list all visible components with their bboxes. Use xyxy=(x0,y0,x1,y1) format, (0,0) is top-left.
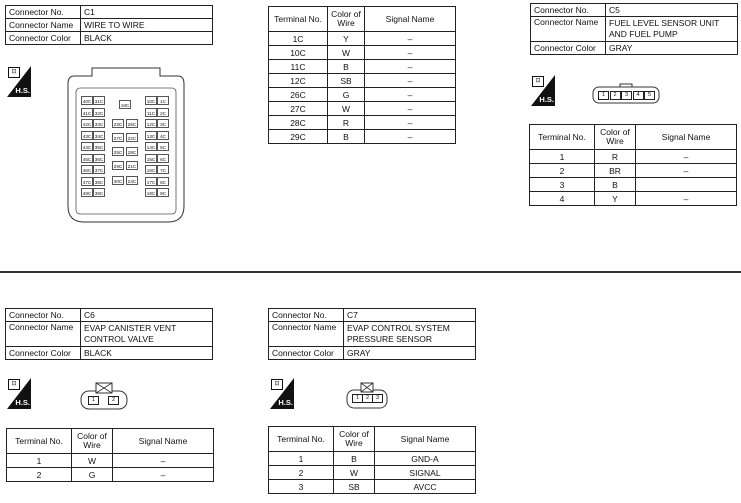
wire-color: BR xyxy=(595,164,636,178)
connector-pin: 32C xyxy=(93,108,105,117)
wire-color: R xyxy=(595,150,636,164)
header-color: Color of Wire xyxy=(328,7,365,32)
c1-terminal-table xyxy=(268,6,456,144)
connector-pin: 16C xyxy=(145,165,157,174)
info-row xyxy=(6,19,213,32)
info-row xyxy=(269,322,476,347)
info-value: C1 xyxy=(81,6,213,19)
wire-color: G xyxy=(328,88,365,102)
table-row xyxy=(269,60,456,74)
wire-color: B xyxy=(595,178,636,192)
signal-name: – xyxy=(636,192,737,206)
info-key: Connector No. xyxy=(6,309,81,322)
connector-pin: 3 xyxy=(621,91,632,100)
table-header xyxy=(269,427,476,452)
c7-connector-info xyxy=(268,308,476,360)
info-value: C7 xyxy=(344,309,476,322)
c1-connector-info xyxy=(5,5,213,45)
terminal-no: 2 xyxy=(530,164,595,178)
connector-pin: 22C xyxy=(126,133,138,142)
terminal-no: 1C xyxy=(269,32,328,46)
table-header xyxy=(269,7,456,32)
info-key: Connector Color xyxy=(531,42,606,55)
c6-terminal-table xyxy=(6,428,214,482)
connector-pin: 3C xyxy=(157,119,169,128)
header-color: Color of Wire xyxy=(595,125,636,150)
signal-name: – xyxy=(113,468,214,482)
wire-color: SB xyxy=(334,480,375,494)
c6-connector-diagram xyxy=(78,381,132,413)
connector-pin: 43C xyxy=(81,131,93,140)
connector-pin: 46C xyxy=(81,165,93,174)
connector-pin: 48C xyxy=(81,188,93,197)
wire-color: B xyxy=(328,60,365,74)
table-header xyxy=(7,429,214,454)
info-value: EVAP CANISTER VENT CONTROL VALVE xyxy=(81,322,213,347)
info-row xyxy=(531,4,738,17)
signal-name: – xyxy=(365,130,456,144)
info-key: Connector Color xyxy=(6,347,81,360)
connector-glyph-icon: ⊡ xyxy=(271,379,283,390)
signal-name: – xyxy=(365,32,456,46)
info-value: GRAY xyxy=(606,42,738,55)
table-row xyxy=(269,102,456,116)
table-row xyxy=(7,454,214,468)
info-key: Connector No. xyxy=(269,309,344,322)
signal-name: – xyxy=(365,102,456,116)
info-key: Connector Name xyxy=(6,322,81,347)
info-value: GRAY xyxy=(344,347,476,360)
wire-color: W xyxy=(328,102,365,116)
table-row xyxy=(269,130,456,144)
connector-pin: 2 xyxy=(362,394,373,403)
terminal-no: 12C xyxy=(269,74,328,88)
signal-name xyxy=(636,178,737,192)
table-row xyxy=(7,468,214,482)
hs-label: H.S. xyxy=(15,86,30,95)
connector-pin: 35C xyxy=(93,142,105,151)
header-signal: Signal Name xyxy=(113,429,214,454)
table-row xyxy=(269,46,456,60)
connector-pin: 42C xyxy=(81,119,93,128)
hs-label: H.S. xyxy=(15,398,30,407)
info-key: Connector Name xyxy=(269,322,344,347)
header-signal: Signal Name xyxy=(636,125,737,150)
info-key: Connector No. xyxy=(6,6,81,19)
info-value: BLACK xyxy=(81,347,213,360)
connector-pin: 33C xyxy=(93,119,105,128)
terminal-no: 3 xyxy=(530,178,595,192)
signal-name: – xyxy=(365,60,456,74)
signal-name: – xyxy=(113,454,214,468)
info-value: EVAP CONTROL SYSTEM PRESSURE SENSOR xyxy=(344,322,476,347)
terminal-no: 27C xyxy=(269,102,328,116)
info-value: BLACK xyxy=(81,32,213,45)
connector-pin: 10C xyxy=(145,96,157,105)
wire-color: B xyxy=(328,130,365,144)
connector-pin: 11C xyxy=(145,108,157,117)
connector-pin: 14C xyxy=(145,142,157,151)
connector-pin: 31C xyxy=(93,96,105,105)
terminal-no: 3 xyxy=(269,480,334,494)
connector-pin: 21C xyxy=(126,161,138,170)
table-row xyxy=(269,32,456,46)
terminal-no: 2 xyxy=(269,466,334,480)
table-row xyxy=(269,116,456,130)
connector-pin: 23C xyxy=(112,119,124,128)
info-value: WIRE TO WIRE xyxy=(81,19,213,32)
connector-pin: 1C xyxy=(157,96,169,105)
c5-connector-info xyxy=(530,3,738,55)
info-key: Connector Name xyxy=(531,17,606,42)
signal-name: SIGNAL xyxy=(375,466,476,480)
connector-pin: 8C xyxy=(157,177,169,186)
connector-pin: 18C xyxy=(119,100,131,109)
terminal-no: 26C xyxy=(269,88,328,102)
connector-pin: 24C xyxy=(126,176,138,185)
info-value: C5 xyxy=(606,4,738,17)
signal-name: – xyxy=(636,150,737,164)
info-row xyxy=(531,17,738,42)
connector-pin: 1 xyxy=(88,396,99,405)
terminal-no: 10C xyxy=(269,46,328,60)
terminal-no: 28C xyxy=(269,116,328,130)
info-row xyxy=(6,322,213,347)
wire-color: B xyxy=(334,452,375,466)
info-row xyxy=(531,42,738,55)
connector-pin: 2C xyxy=(157,108,169,117)
connector-pin: 2 xyxy=(610,91,621,100)
table-row xyxy=(530,164,737,178)
connector-glyph-icon: ⊡ xyxy=(8,67,20,78)
connector-pin: 1 xyxy=(352,394,363,403)
table-row xyxy=(269,452,476,466)
connector-pin: 29C xyxy=(112,161,124,170)
header-color: Color of Wire xyxy=(334,427,375,452)
table-row xyxy=(269,480,476,494)
info-key: Connector Color xyxy=(269,347,344,360)
terminal-no: 29C xyxy=(269,130,328,144)
table-row xyxy=(530,178,737,192)
connector-pin: 30C xyxy=(112,176,124,185)
connector-pin: 37C xyxy=(93,165,105,174)
connector-pin: 6C xyxy=(157,154,169,163)
info-row xyxy=(6,347,213,360)
signal-name: – xyxy=(365,116,456,130)
signal-name: – xyxy=(365,88,456,102)
hs-label: H.S. xyxy=(539,95,554,104)
connector-pin: 4C xyxy=(157,131,169,140)
signal-name: AVCC xyxy=(375,480,476,494)
table-row xyxy=(269,88,456,102)
connector-pin: 5C xyxy=(157,142,169,151)
info-row xyxy=(6,6,213,19)
connector-pin: 12C xyxy=(145,119,157,128)
connector-pin: 3 xyxy=(372,394,383,403)
hs-label: H.S. xyxy=(278,398,293,407)
connector-pin: 34C xyxy=(93,131,105,140)
terminal-no: 2 xyxy=(7,468,72,482)
info-key: Connector Color xyxy=(6,32,81,45)
signal-name: – xyxy=(365,74,456,88)
connector-pin: 17C xyxy=(145,177,157,186)
connector-pin: 36C xyxy=(93,154,105,163)
connector-glyph-icon: ⊡ xyxy=(532,76,544,87)
wire-color: Y xyxy=(328,32,365,46)
table-row xyxy=(530,192,737,206)
hs-harness-side-icon xyxy=(531,75,555,106)
terminal-no: 11C xyxy=(269,60,328,74)
table-row xyxy=(269,74,456,88)
connector-pin: 25C xyxy=(112,147,124,156)
section-divider xyxy=(0,271,741,273)
c5-terminal-table xyxy=(529,124,737,206)
info-key: Connector No. xyxy=(531,4,606,17)
header-signal: Signal Name xyxy=(365,7,456,32)
connector-pin: 28C xyxy=(126,147,138,156)
hs-harness-side-icon xyxy=(270,378,294,409)
terminal-no: 1 xyxy=(530,150,595,164)
signal-name: – xyxy=(365,46,456,60)
connector-pin: 1 xyxy=(598,91,609,100)
connector-pin: 4 xyxy=(633,91,644,100)
connector-pin: 7C xyxy=(157,165,169,174)
wire-color: W xyxy=(72,454,113,468)
info-value: FUEL LEVEL SENSOR UNIT AND FUEL PUMP xyxy=(606,17,738,42)
connector-pin: 9C xyxy=(157,188,169,197)
connector-pin: 39C xyxy=(93,188,105,197)
connector-pin: 40C xyxy=(81,96,93,105)
c7-terminal-table xyxy=(268,426,476,494)
connector-pin: 15C xyxy=(145,154,157,163)
signal-name: – xyxy=(636,164,737,178)
hs-harness-side-icon xyxy=(7,66,31,97)
table-row xyxy=(269,466,476,480)
connector-glyph-icon: ⊡ xyxy=(8,379,20,390)
terminal-no: 1 xyxy=(269,452,334,466)
c6-connector-info xyxy=(5,308,213,360)
info-key: Connector Name xyxy=(6,19,81,32)
connector-pin: 5 xyxy=(644,91,655,100)
wire-color: G xyxy=(72,468,113,482)
header-terminal: Terminal No. xyxy=(7,429,72,454)
wire-color: W xyxy=(328,46,365,60)
connector-pin: 26C xyxy=(126,119,138,128)
connector-pin: 41C xyxy=(81,108,93,117)
connector-pin: 18C xyxy=(145,188,157,197)
hs-harness-side-icon xyxy=(7,378,31,409)
table-row xyxy=(530,150,737,164)
table-header xyxy=(530,125,737,150)
connector-pin: 45C xyxy=(81,154,93,163)
wire-color: Y xyxy=(595,192,636,206)
connector-pin: 44C xyxy=(81,142,93,151)
header-terminal: Terminal No. xyxy=(269,427,334,452)
wire-color: R xyxy=(328,116,365,130)
info-row xyxy=(269,309,476,322)
connector-pin: 38C xyxy=(93,177,105,186)
info-row xyxy=(6,32,213,45)
header-terminal: Terminal No. xyxy=(530,125,595,150)
connector-pin: 2 xyxy=(108,396,119,405)
header-color: Color of Wire xyxy=(72,429,113,454)
wire-color: SB xyxy=(328,74,365,88)
info-row xyxy=(269,347,476,360)
connector-pin: 47C xyxy=(81,177,93,186)
info-value: C6 xyxy=(81,309,213,322)
info-row xyxy=(6,309,213,322)
connector-pin: 27C xyxy=(112,133,124,142)
terminal-no: 4 xyxy=(530,192,595,206)
signal-name: GND-A xyxy=(375,452,476,466)
header-signal: Signal Name xyxy=(375,427,476,452)
wire-color: W xyxy=(334,466,375,480)
connector-pin: 13C xyxy=(145,131,157,140)
header-terminal: Terminal No. xyxy=(269,7,328,32)
terminal-no: 1 xyxy=(7,454,72,468)
